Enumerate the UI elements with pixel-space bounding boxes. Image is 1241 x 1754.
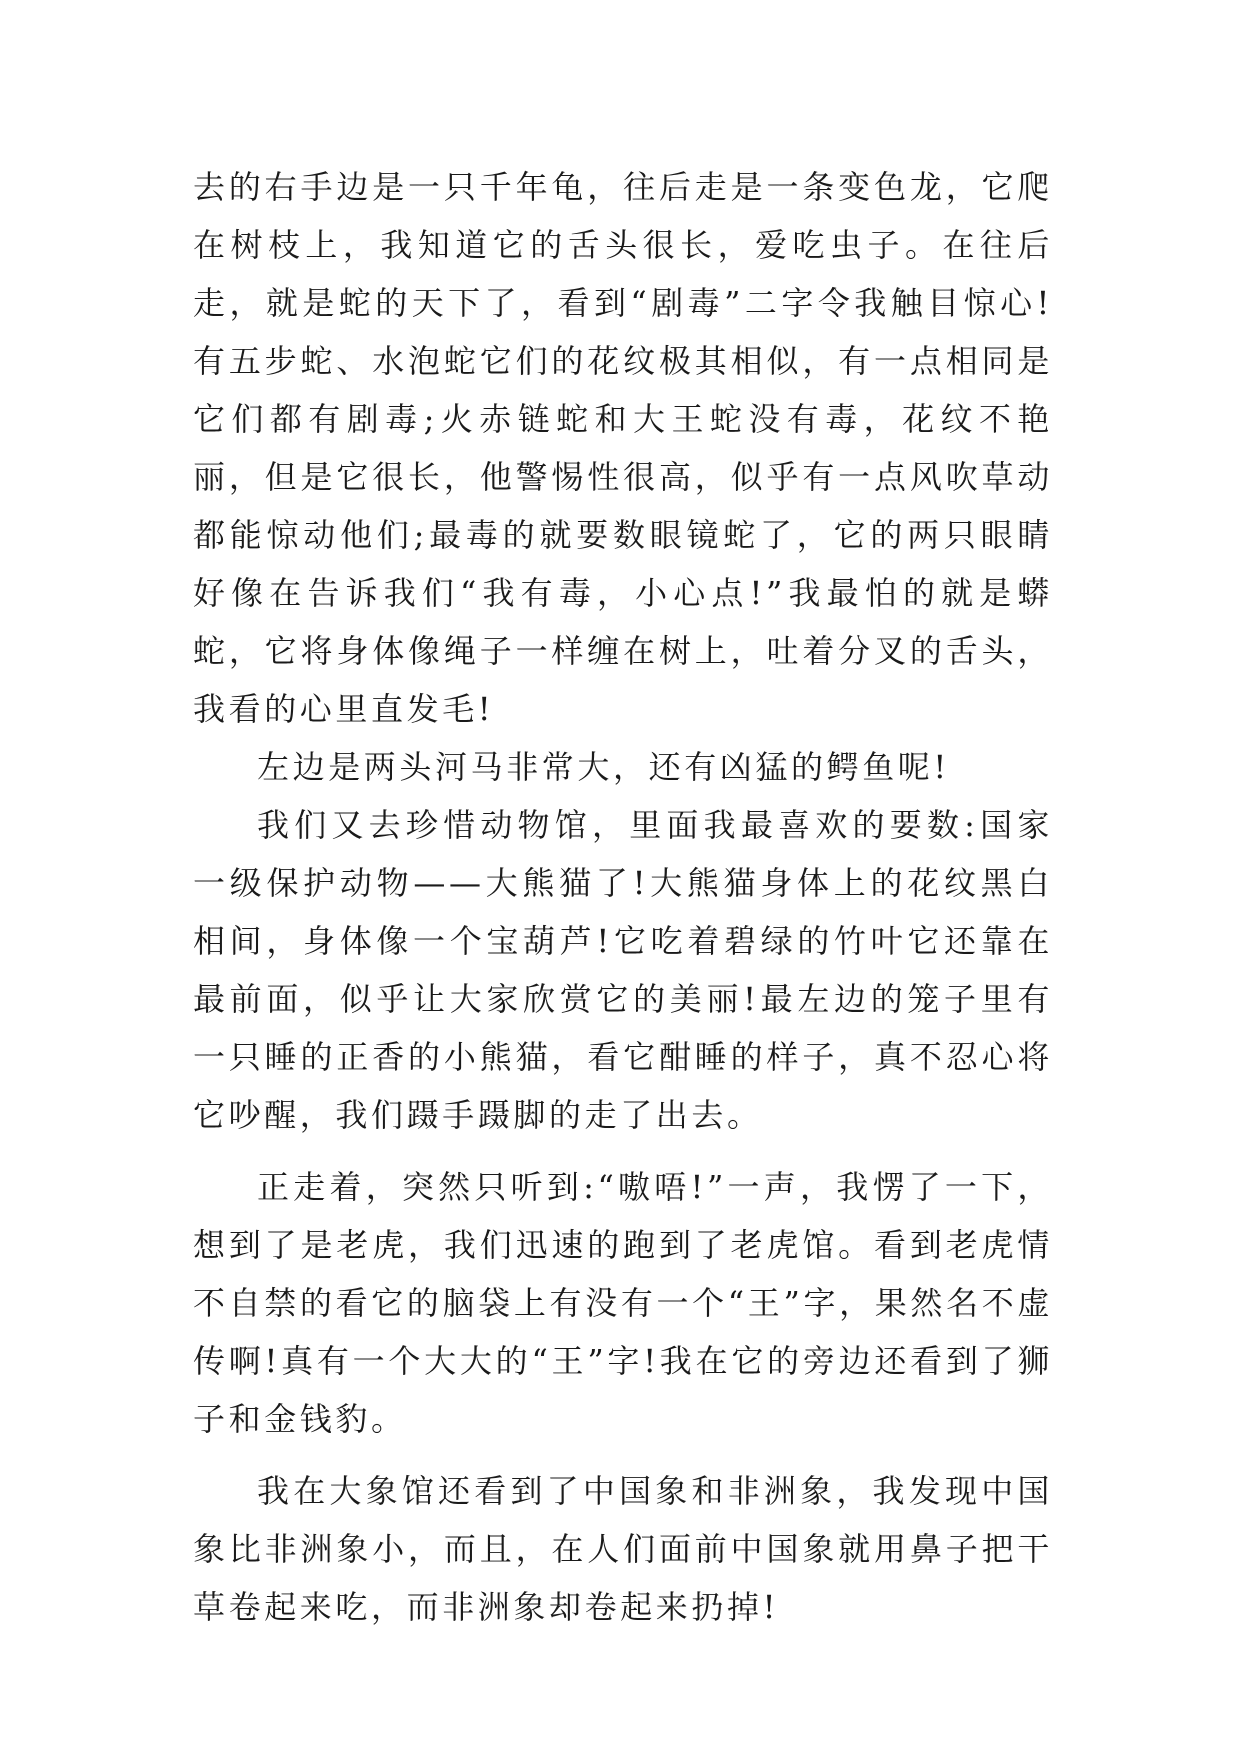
paragraph-reptile-house: 去的右手边是一只千年龟，往后走是一条变色龙，它爬在树枝上，我知道它的舌头很长，爱吃虫子。在往后走，就是蛇的天下了，看到“剧毒”二字令我触目惊心!有五步蛇、水泡蛇它们的花纹极其相似，有一点相同是它们都有剧毒;火赤链蛇和大王蛇没有毒，花纹不艳丽，但是它很长，他警惕性很高，似乎有一点风吹草动都能惊动他们;最毒的就要数眼镜蛇了，它的两只眼睛好像在告诉我们“我有毒，小心点!”我最怕的就是蟒蛇，它将身体像绳子一样缠在树上，吐着分叉的舌头，我看的心里直发毛!	[193, 168, 1053, 728]
paragraph-gap	[193, 1448, 1053, 1462]
paragraph-gap	[193, 1144, 1053, 1158]
paragraph-panda-house: 我们又去珍惜动物馆，里面我最喜欢的要数:国家一级保护动物——大熊猫了!大熊猫身体上的花纹黑白相间，身体像一个宝葫芦!它吃着碧绿的竹叶它还靠在最前面，似乎让大家欣赏它的美丽!最左边的笼子里有一只睡的正香的小熊猫，看它酣睡的样子，真不忍心将它吵醒，我们蹑手蹑脚的走了出去。	[193, 806, 1053, 1134]
paragraph-tiger-house: 正走着，突然只听到:“嗷唔!”一声，我愣了一下，想到了是老虎，我们迅速的跑到了老虎馆。看到老虎情不自禁的看它的脑袋上有没有一个“王”字，果然名不虚传啊!真有一个大大的“王”字!我在它的旁边还看到了狮子和金钱豹。	[193, 1168, 1053, 1438]
paragraph-elephant-house: 我在大象馆还看到了中国象和非洲象，我发现中国象比非洲象小，而且，在人们面前中国象就用鼻子把干草卷起来吃，而非洲象却卷起来扔掉!	[193, 1472, 1053, 1626]
paragraph-hippo-crocodile: 左边是两头河马非常大，还有凶猛的鳄鱼呢!	[257, 748, 950, 786]
document-body	[193, 158, 1053, 1636]
